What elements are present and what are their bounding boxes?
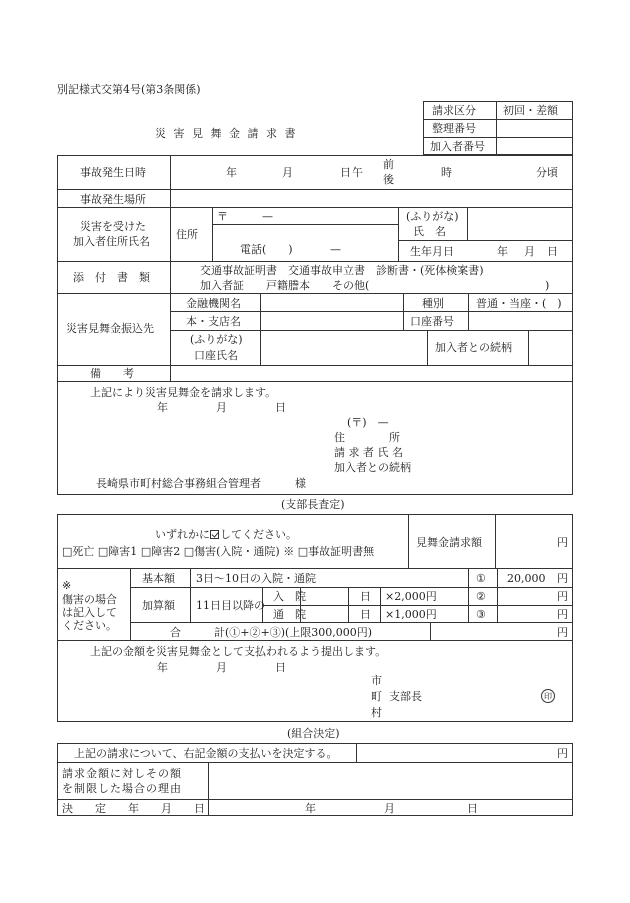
ref-no-label: 整理番号 <box>432 122 476 135</box>
note-line-3: ください。 <box>62 619 117 632</box>
option-disability-2[interactable]: □障害2 <box>140 545 181 558</box>
dob-day-unit: 日 <box>547 245 558 258</box>
attachments-label: 添 付 書 類 <box>73 271 150 284</box>
accident-year-unit: 年 <box>226 166 237 179</box>
bank-holder-label: 口座氏名 <box>194 349 238 362</box>
accident-day-unit: 日 <box>340 166 351 179</box>
bank-account-no-label: 口座番号 <box>410 315 454 328</box>
inpatient-day-unit: 日 <box>360 590 371 603</box>
union-section-caption: (組合決定) <box>287 727 340 740</box>
reason-line-1: 請求金額に対しその額 <box>62 767 182 780</box>
village-label: 村 <box>371 706 382 719</box>
option-injury[interactable]: □傷害(入院・通院) <box>183 545 280 558</box>
accident-ampm-prefix: 午 <box>352 166 363 179</box>
dob-label: 生年月日 <box>410 245 454 258</box>
base-amount-desc: 3日～10日の入院・通院 <box>196 572 316 585</box>
note-line-2: は記入して <box>62 606 117 619</box>
bank-relation-label: 加入者との続柄 <box>435 341 512 354</box>
outpatient-day-unit: 日 <box>360 608 371 621</box>
check-icon <box>210 530 219 539</box>
decision-date-label: 決 定 年 月 日 <box>62 802 205 815</box>
claim-amount-label: 見舞金請求額 <box>416 536 482 549</box>
declaration-year-unit: 年 <box>157 401 168 414</box>
inpatient-yen: 円 <box>557 590 568 603</box>
town-label: 町 <box>371 690 382 703</box>
declaration-day-unit: 日 <box>275 401 286 414</box>
outpatient-label: 通 院 <box>273 608 306 621</box>
victim-label-2: 加入者住所氏名 <box>73 235 150 248</box>
bank-institution-label: 金融機関名 <box>186 297 241 310</box>
declaration-postal: (〒) — <box>347 416 389 429</box>
option-no-certificate[interactable]: □事故証明書無 <box>297 545 375 558</box>
victim-label-1: 災害を受けた <box>80 220 146 233</box>
claim-type-label: 請求区分 <box>432 104 476 117</box>
decision-day-unit: 日 <box>467 802 478 815</box>
victim-address-label: 住所 <box>176 228 198 241</box>
submit-day-unit: 日 <box>275 661 286 674</box>
option-death[interactable]: □死亡 <box>62 545 95 558</box>
total-yen: 円 <box>557 626 568 639</box>
member-no-label: 加入者番号 <box>430 140 485 153</box>
phone-label: 電話( ) <box>240 243 293 256</box>
submit-year-unit: 年 <box>157 661 168 674</box>
base-amount-no: ① <box>476 572 486 585</box>
declaration-honorific: 様 <box>295 477 306 490</box>
add-amount-label: 加算額 <box>142 599 175 612</box>
submit-text: 上記の金額を災害見舞金として支払われるよう提出します。 <box>90 645 387 658</box>
victim-name-label: 氏 名 <box>413 225 446 238</box>
declaration-claimant-label: 請 求 者 氏 名 <box>334 446 403 459</box>
attachments-other-close: ) <box>545 279 550 292</box>
note-mark: ※ <box>62 579 72 592</box>
outpatient-no: ③ <box>476 608 486 621</box>
attachments-line-1: 交通事故証明書 交通事故申立書 診断書・(死体検案書) <box>200 264 484 277</box>
chief-label: 支部長 <box>389 690 422 703</box>
claim-type-value[interactable]: 初回・差額 <box>503 104 558 117</box>
accident-month-unit: 月 <box>282 166 293 179</box>
dob-month-unit: 月 <box>524 245 535 258</box>
inpatient-rate: ×2,000円 <box>385 590 437 603</box>
inpatient-label: 入 院 <box>273 590 306 603</box>
decision-month-unit: 月 <box>384 802 395 815</box>
decision-text: 上記の請求について、右記金額の支払いを決定する。 <box>74 747 338 760</box>
accident-datetime-label: 事故発生日時 <box>80 166 146 179</box>
add-amount-desc: 11日目以降の <box>196 599 265 612</box>
total-label: 合 計(①+②+③)(上限300,000円) <box>170 626 373 639</box>
option-disability-1[interactable]: □障害1 <box>97 545 138 558</box>
accident-place-label: 事故発生場所 <box>80 193 146 206</box>
declaration-text: 上記により災害見舞金を請求します。 <box>90 386 277 399</box>
form-label: 別記様式交第4号(第3条関係) <box>57 83 201 96</box>
bank-type-label: 種別 <box>422 297 444 310</box>
base-amount-yen: 円 <box>557 572 568 585</box>
option-note-mark: ※ <box>283 545 295 558</box>
claim-amount-yen: 円 <box>557 536 568 549</box>
declaration-address-label: 住 所 <box>334 431 400 444</box>
branch-section-caption: (支部長査定) <box>281 498 345 511</box>
page-title: 災 害 見 舞 金 請 求 書 <box>155 127 298 140</box>
phone-dash: — <box>330 243 341 256</box>
dob-year-unit: 年 <box>497 245 508 258</box>
declaration-relation-label: 加入者との続柄 <box>334 461 411 474</box>
accident-am[interactable]: 前 <box>383 158 394 171</box>
note-line-1: 傷害の場合 <box>62 593 117 606</box>
submit-month-unit: 月 <box>216 661 227 674</box>
inpatient-no: ② <box>476 590 486 603</box>
outpatient-yen: 円 <box>557 608 568 621</box>
accident-minute-unit: 分頃 <box>536 166 558 179</box>
reason-line-2: を制限した場合の理由 <box>62 782 182 795</box>
victim-furigana-label: (ふりがな) <box>406 210 459 223</box>
outpatient-rate: ×1,000円 <box>385 608 437 621</box>
bank-type-value[interactable]: 普通・当座・( ) <box>476 297 562 310</box>
postal-dash: — <box>262 210 273 223</box>
accident-pm[interactable]: 後 <box>383 173 394 186</box>
base-amount-value: 20,000 <box>507 572 546 585</box>
instruction-pre: いずれかに <box>155 528 210 541</box>
seal-icon: 印 <box>541 689 555 703</box>
type-options <box>62 545 374 558</box>
accident-hour-unit: 時 <box>441 166 452 179</box>
bank-label: 災害見舞金振込先 <box>66 322 154 335</box>
declaration-month-unit: 月 <box>216 401 227 414</box>
bank-branch-label: 本・支店名 <box>186 315 241 328</box>
base-amount-label: 基本額 <box>142 572 175 585</box>
declaration-addressee: 長崎県市町村総合事務組合管理者 <box>96 477 261 490</box>
attachments-line-2: 加入者証 戸籍謄本 その他( <box>200 279 370 292</box>
instruction <box>155 528 297 541</box>
decision-yen: 円 <box>557 747 568 760</box>
decision-year-unit: 年 <box>305 802 316 815</box>
bank-furigana-label: (ふりがな) <box>190 333 243 346</box>
remarks-label: 備 考 <box>90 367 134 380</box>
city-label: 市 <box>371 674 382 687</box>
instruction-post: してください。 <box>220 528 297 541</box>
postal-mark: 〒 <box>217 210 228 223</box>
